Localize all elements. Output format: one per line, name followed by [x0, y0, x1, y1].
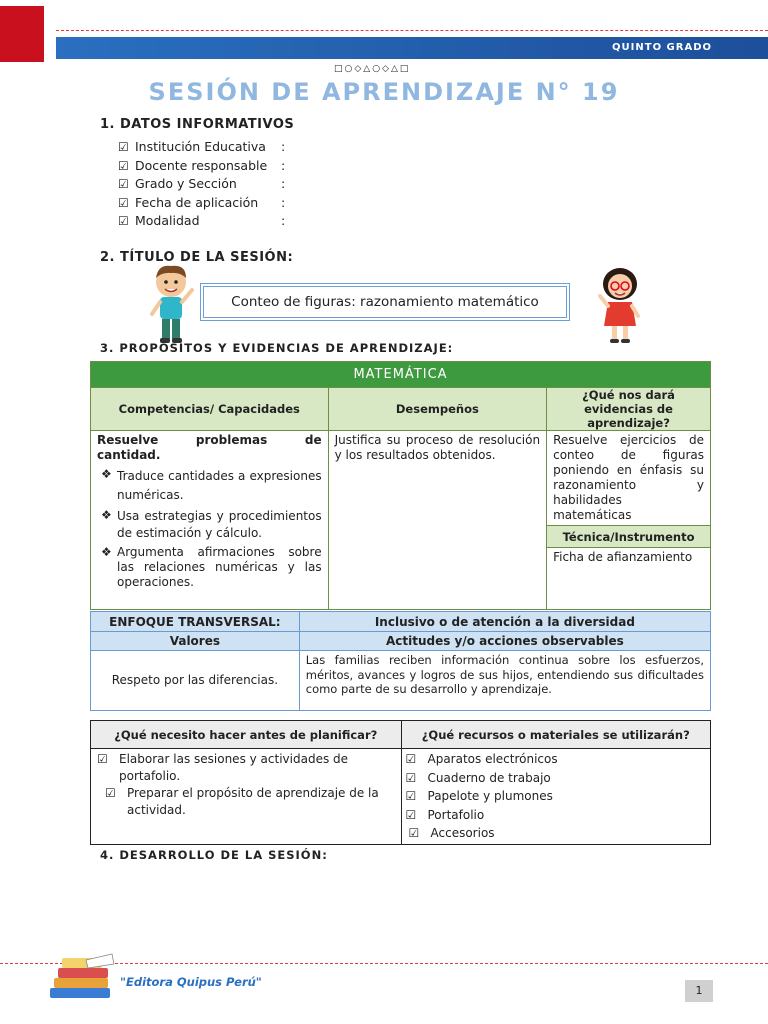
enfoque-value: Inclusivo o de atención a la diversidad: [299, 612, 710, 632]
purposes-table: [90, 361, 711, 610]
red-corner-decoration: [0, 6, 44, 62]
capacity-item: ❖ Argumenta afirmaciones sobre las relaciones numéricas y las operaciones.: [97, 545, 322, 590]
checkbox-icon: ☑: [405, 752, 417, 766]
resource-item: ☑ Papelote y plumones: [406, 787, 707, 806]
shapes-decoration: □○◇△○◇△□: [334, 64, 411, 74]
technique-cell: Ficha de afianzamiento: [547, 548, 711, 610]
resource-item: ☑ Accesorios: [406, 824, 707, 843]
enfoque-label: ENFOQUE TRANSVERSAL:: [91, 612, 300, 632]
girl-illustration: [596, 266, 644, 344]
evidence-cell: Resuelve ejercicios de conteo de figuras poniendo en énfasis su razonamiento y habilidades matemáticas: [547, 431, 711, 526]
checkbox-icon: ☑: [408, 826, 420, 840]
planning-cell: [91, 749, 402, 845]
section1-heading: 1. DATOS INFORMATIVOS: [100, 117, 295, 132]
checkbox-icon: ☑: [118, 177, 129, 191]
checkbox-icon: ☑: [105, 786, 116, 800]
checkbox-icon: ☑: [118, 214, 129, 228]
competence-title: Resuelve problemas de cantidad.: [97, 433, 322, 462]
info-item: ☑ Modalidad :: [118, 212, 285, 231]
grade-banner: [56, 37, 768, 59]
competences-header: Competencias/ Capacidades: [91, 388, 329, 431]
actions-header: Actitudes y/o acciones observables: [299, 632, 710, 651]
transversal-table: [90, 611, 711, 711]
info-item: ☑ Grado y Sección :: [118, 175, 285, 194]
capacity-item: ❖ Traduce cantidades a expresiones numéricas.: [97, 467, 322, 505]
resource-item: ☑ Portafolio: [406, 806, 707, 825]
performance-cell: Justifica su proceso de resolución y los resultados obtenidos.: [328, 431, 547, 610]
session-title: Conteo de figuras: razonamiento matemático: [203, 286, 567, 318]
checkbox-icon: ☑: [405, 807, 417, 822]
diamond-bullet-icon: ❖: [101, 467, 112, 481]
info-item: ☑ Fecha de aplicación :: [118, 194, 285, 213]
capacity-item: ❖ Usa estrategias y procedimientos de estimación y cálculo.: [97, 508, 322, 542]
page-number: 1: [685, 980, 713, 1002]
planning-header: ¿Qué necesito hacer antes de planificar?: [91, 721, 402, 749]
planning-table: [90, 720, 711, 845]
boy-illustration: [146, 264, 196, 344]
page-title: SESIÓN DE APRENDIZAJE N° 19: [148, 78, 620, 106]
diamond-bullet-icon: ❖: [101, 545, 112, 559]
info-item: ☑ Institución Educativa :: [118, 138, 285, 157]
grade-label: QUINTO GRADO: [612, 42, 712, 53]
values-header: Valores: [91, 632, 300, 651]
resource-item: ☑ Aparatos electrónicos: [406, 750, 707, 769]
evidence-header: ¿Qué nos dará evidencias de aprendizaje?: [547, 388, 711, 431]
info-list: [118, 138, 285, 231]
checkbox-icon: ☑: [405, 789, 417, 803]
action-text: Las familias reciben información continua sobre los esfuerzos, méritos, avances y logros de sus hijos, entendiendo sus dificultades como parte de su desarrollo y aprendizaje.: [299, 651, 710, 711]
info-item: ☑ Docente responsable :: [118, 157, 285, 176]
top-dashed-line: [56, 30, 768, 31]
value-text: Respeto por las diferencias.: [91, 651, 300, 711]
checkbox-icon: ☑: [118, 140, 129, 154]
technique-header: Técnica/Instrumento: [547, 526, 711, 548]
planning-item: ☑ Elaborar las sesiones y actividades de portafolio.: [97, 752, 349, 783]
section2-heading: 2. TÍTULO DE LA SESIÓN:: [100, 250, 294, 265]
competences-cell: [91, 431, 329, 610]
resource-item: ☑ Cuaderno de trabajo: [406, 769, 707, 788]
resources-cell: [401, 749, 711, 845]
publisher-name: "Editora Quipus Perú": [120, 975, 262, 989]
checkbox-icon: ☑: [118, 158, 129, 173]
performances-header: Desempeños: [328, 388, 547, 431]
session-title-box: [200, 283, 570, 321]
section3-heading: 3. PROPÓSITOS Y EVIDENCIAS DE APRENDIZAJE:: [100, 341, 454, 355]
checkbox-icon: ☑: [97, 752, 108, 766]
area-header: MATEMÁTICA: [91, 362, 711, 388]
books-logo: [46, 952, 120, 1002]
resources-header: ¿Qué recursos o materiales se utilizarán?: [401, 721, 711, 749]
diamond-bullet-icon: ❖: [101, 508, 112, 522]
planning-item: ☑ Preparar el propósito de aprendizaje de la actividad.: [105, 786, 379, 817]
checkbox-icon: ☑: [405, 770, 417, 785]
section4-heading: 4. DESARROLLO DE LA SESIÓN:: [100, 848, 328, 862]
checkbox-icon: ☑: [118, 195, 129, 210]
